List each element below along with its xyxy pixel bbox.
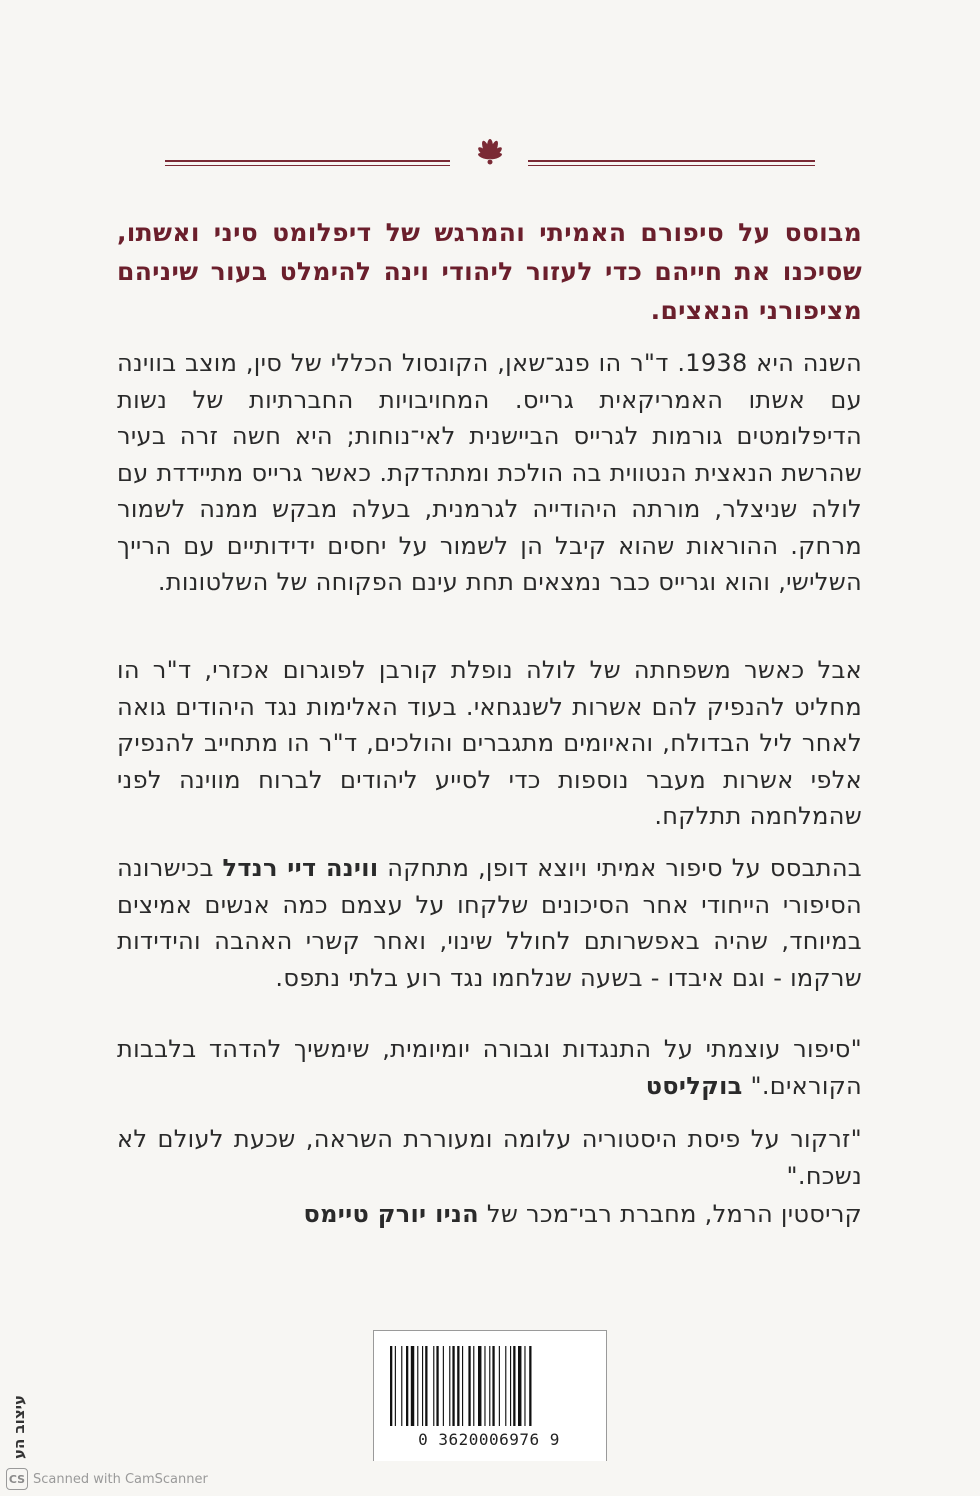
scanner-watermark bbox=[6, 1468, 208, 1490]
barcode-digits: 0 3620006976 9 bbox=[418, 1430, 560, 1449]
barcode bbox=[388, 1346, 588, 1426]
quote-1-source: בוקליסט bbox=[645, 1071, 743, 1100]
author-name: ווינה דיי רנדל bbox=[222, 854, 379, 882]
credit-source: הניו יורק טיימס bbox=[303, 1200, 479, 1228]
side-credit: עיצוב הע bbox=[10, 1395, 28, 1460]
credit-text: קריסטין הרמל, מחברת רבי־מכר של bbox=[478, 1200, 862, 1228]
watermark-text: Scanned with CamScanner bbox=[33, 1471, 208, 1487]
ornament-rule-right bbox=[528, 160, 815, 166]
body-paragraph-1: השנה היא 1938. ד"ר הו פנג־שאן, הקונסול הכללי של סין, מוצב בווינה עם אשתו האמריקאית גרייס. המחויבויות החברתיות של נשות הדיפלומטים גורמות לגרייס הביישנית לאי־נוחות; היא חשה זרה בעיר שהרשת הנאצית הנטווית בה הולכת ומתהדקת. כאשר גרייס מתיידדת עם לולה שניצלר, מורתה היהודייה לגרמנית, בעלה מבקש ממנה לשמור מרחק. ההוראות שהוא קיבל הן לשמור על יחסים ידידותיים עם הרייך השלישי, והוא וגרייס כבר נמצאים תחת עינם הפקוחה של השלטונות. bbox=[117, 349, 862, 596]
ornament-rule-left bbox=[165, 160, 450, 166]
review-quote-1 bbox=[117, 1031, 862, 1104]
body-paragraph-3 bbox=[117, 850, 862, 996]
p3-text-after: בכישרונה הסיפורי הייחודי אחר הסיכונים שלקחו על עצמם כמה אנשים אמיצים במיוחד, שהיה באפשרותם לחולל שינוי, ואחר קשרי האהבה והידידות שרקמו - וגם איבדו - בשעה שנלחמו נגד רוע בלתי נתפס. bbox=[117, 854, 862, 992]
review-credit bbox=[117, 1196, 862, 1233]
lotus-icon bbox=[462, 128, 518, 168]
p3-text-before: בהתבסס על סיפור אמיתי ויוצא דופן, מתחקה bbox=[378, 854, 862, 882]
body-paragraph-2: אבל כאשר משפחתה של לולה נופלת קורבן לפוגרום אכזרי, ד"ר הו מחליט להנפיק להם אשרות לשנגחאי. בעוד האלימות נגד היהודים גואה לאחר ליל הבדולח, והאיומים מתגברים והולכים, ד"ר הו מתחייב להנפיק אלפי אשרות מעבר נוספות כדי לסייע ליהודים לברוח מווינה לפני שהמלחמה תתלקח. bbox=[117, 656, 862, 830]
intro-blurb: מבוסס על סיפורם האמיתי והמרגש של דיפלומט סיני ואשתו, שסיכנו את חייהם כדי לעזור ליהודי וינה להימלט בעור שיניהם מציפורני הנאצים. bbox=[117, 218, 862, 325]
quote-1-text: "סיפור עוצמתי על התנגדות וגבורה יומיומית, שימשיך להדהד בלבבות הקוראים." bbox=[117, 1035, 862, 1100]
review-quote-2: "זרקור על פיסת היסטוריה עלומה ומעוררת השראה, שכעת לעולם לא נשכח." bbox=[117, 1125, 862, 1190]
camscanner-logo-icon: CS bbox=[6, 1468, 28, 1490]
